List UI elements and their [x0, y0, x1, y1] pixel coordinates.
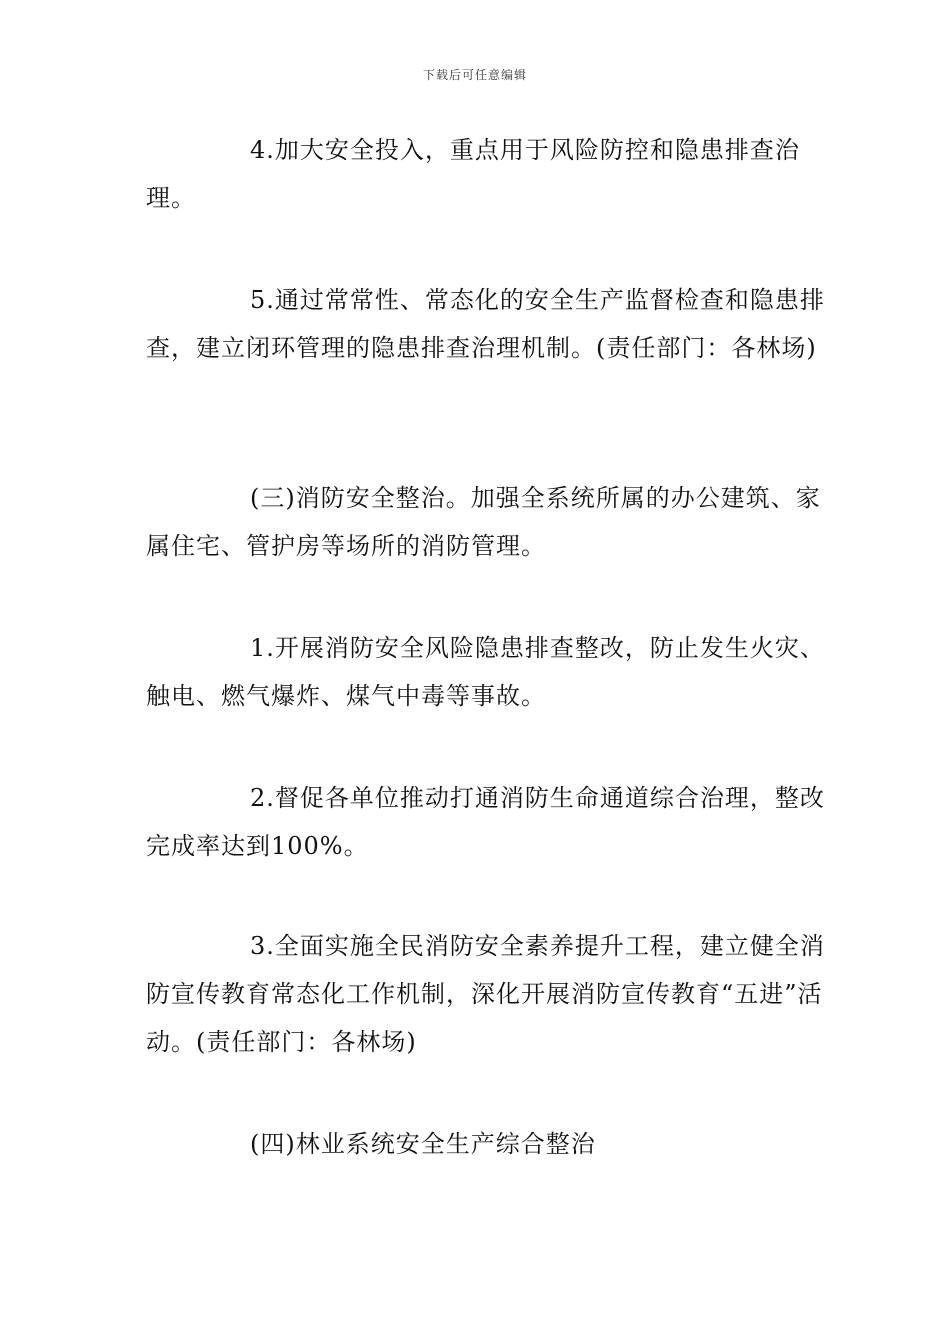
paragraph-item-1: 1.开展消防安全风险隐患排查整改，防止发生火灾、触电、燃气爆炸、煤气中毒等事故。: [146, 634, 825, 710]
section-four-heading: (四)林业系统安全生产综合整治: [250, 1130, 596, 1158]
section-three-paragraph: (三)消防安全整治。加强全系统所属的办公建筑、家属住宅、管护房等场所的消防管理。: [146, 484, 821, 560]
page-header-note: 下载后可任意编辑: [422, 68, 527, 82]
paragraph-item-4: 4.加大安全投入，重点用于风险防控和隐患排查治理。: [146, 136, 800, 212]
paragraph-item-2: 2.督促各单位推动打通消防生命通道综合治理，整改完成率达到100%。: [146, 784, 825, 860]
paragraph-item-5: 5.通过常常性、常态化的安全生产监督检查和隐患排查，建立闭环管理的隐患排查治理机制。(责任部门：各林场): [146, 286, 825, 362]
paragraph-item-3: 3.全面实施全民消防安全素养提升工程，建立健全消防宣传教育常态化工作机制，深化开展消防宣传教育“五进”活动。(责任部门：各林场): [146, 932, 825, 1056]
